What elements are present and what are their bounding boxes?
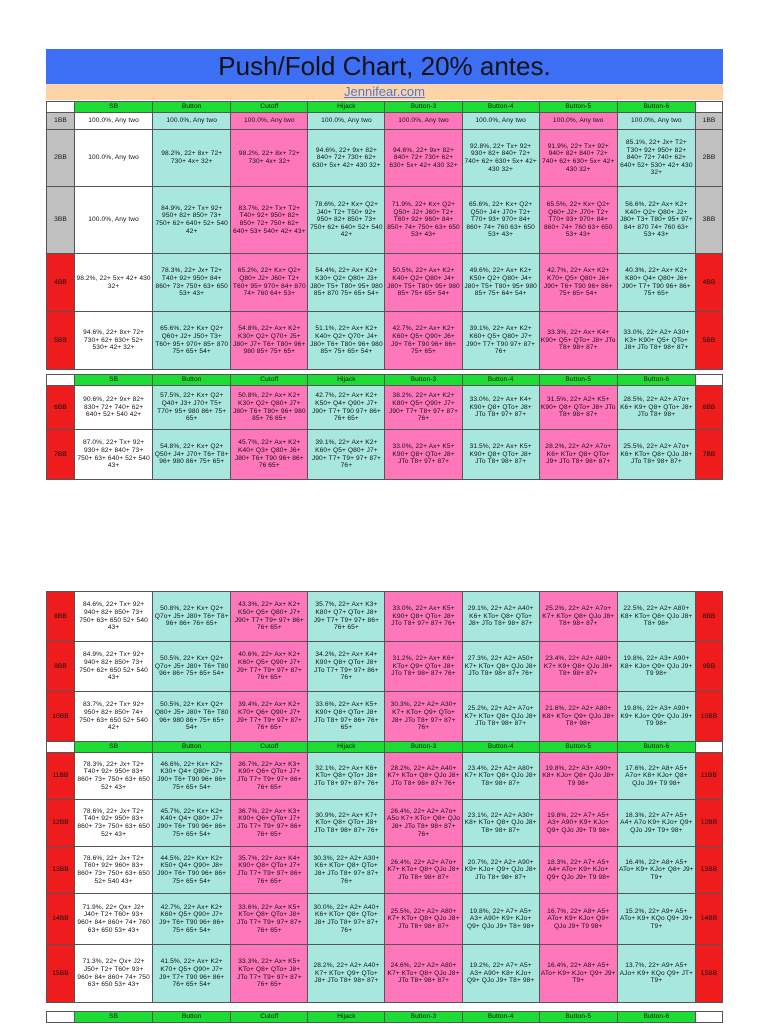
range-cell: 17.6%, 22+ A8+ A5+ A7o+ K8+ KJo+ Q8+ QJo J9+ T9 98+ [617,753,695,800]
stack-size-label: 13BB [695,847,722,894]
range-cell: 43.3%, 22+ Ax+ K2+ K50+ Q5+ Q80+ J7+ J90+ T7+ T9+ 97+ 86+ 76+ 65+ [231,592,308,642]
range-cell: 35.7%, 22+ Ax+ K3+ K80+ Q7+ QTo+ J8+ J9+ T7+ T9+ 97+ 86+ 76+ 65+ [308,592,385,642]
range-cell: 78.6%, 22+ Kx+ Q2+ J40+ T2+ T50+ 92+ 950+ 82+ 850+ 73+ 750+ 62+ 640+ 52+ 540 42+ [308,187,385,254]
range-cell: 24.6%, 22+ A2+ A80+ K7+ KTo+ Q8+ QJo J8+ JTo T8+ 98+ 87+ [385,945,462,1003]
stack-size-label: 7BB [47,430,75,480]
range-cell: 26.4%, 22+ A2+ A7o+ K7+ KTo+ Q8+ QJo J8+ JTo T8+ 98+ 87+ [385,847,462,894]
position-header: SB [75,102,153,113]
stack-size-label: 15BB [47,945,75,1003]
range-cell: 65.2%, 22+ Kx+ Q2+ Q80+ J2+ J60+ T2+ T60+ 95+ 970+ 84+ 870 74+ 760 64+ 53+ [231,254,308,312]
range-cell: 13.7%, 22+ A9+ A5+ AJo+ K9+ KQo Q9+ JT+ T9+ [617,945,695,1003]
stack-size-label: 13BB [47,847,75,894]
position-header: Button-3 [385,375,462,386]
chart-block [46,101,723,370]
chart-block [46,741,723,1003]
range-cell: 83.7%, 22+ Tx+ T2+ T40+ 92+ 950+ 82+ 850+ 72+ 750+ 62+ 640+ 53+ 540+ 42+ 43+ [231,187,308,254]
range-cell: 94.6%, 22+ 9x+ 82+ 840+ 72+ 730+ 62+ 630+ 5x+ 42+ 430 32+ [385,130,462,187]
range-cell: 40.6%, 22+ Ax+ K2+ K60+ Q5+ Q90+ J7+ J9+ T7+ T9+ 97+ 87+ 76+ 65+ [231,642,308,692]
range-cell: 83.7%, 22+ Tx+ 92+ 950+ 82+ 850+ 74+ 750+ 63+ 650 52+ 540 42+ [75,692,153,742]
range-cell: 100.0%, Any two [231,113,308,130]
range-cell: 35.7%, 22+ Ax+ K4+ K90+ Q8+ QTo+ J7+ JTo T7+ T9+ 97+ 86+ 76+ 65+ [231,847,308,894]
range-cell: 33.0%, 22+ A2+ A30+ K3+ K90+ Q5+ QTo+ J8+ JTo T8+ 98+ 87+ [617,312,695,370]
range-cell: 33.0%, 22+ Ax+ K5+ K90+ Q8+ QTo+ J8+ JTo T8+ 97+ 87+ [385,430,462,480]
range-cell: 78.6%, 22+ Jx+ T2+ T40+ 92+ 950+ 83+ 860+ 73+ 750+ 63+ 650 52+ 43+ [75,800,153,847]
range-cell: 78.6%, 22+ Jx+ T2+ T60+ 92+ 960+ 83+ 860+ 73+ 750+ 63+ 650 52+ 540 43+ [75,847,153,894]
range-cell: 50.5%, 22+ Ax+ K2+ K40+ Q2+ Q80+ J4+ J80+ T5+ T80+ 95+ 980 85+ 75+ 65+ 54+ [385,254,462,312]
position-header: Button-6 [617,375,695,386]
stack-size-label: 9BB [695,642,722,692]
range-cell: 98.2%, 22+ 8x+ 72+ 730+ 4x+ 32+ [231,130,308,187]
range-cell: 19.8%, 22+ A3+ A90+ K8+ KJo+ Q9+ QJo J9+ T9 98+ [617,642,695,692]
position-header: Button-5 [539,742,617,753]
stack-size-label: 12BB [47,800,75,847]
range-cell: 18.3%, 22+ A7+ A5+ A4+ A7o K9+ KJo+ Q9+ QJo J9+ T9+ 98+ [617,800,695,847]
range-cell: 65.5%, 22+ Kx+ Q2+ Q60+ J2+ J70+ T2+ T70+ 93+ 970+ 84+ 860+ 74+ 760 63+ 650 53+ 43+ [539,187,617,254]
range-cell: 57.5%, 22+ Kx+ Q2+ Q40+ J3+ J70+ T5+ T70+ 95+ 980 86+ 75+ 65+ [153,386,231,430]
range-cell: 33.0%, 22+ Ax+ K5+ K90+ Q8+ QTo+ J8+ JTo T8+ 97+ 87+ 76+ [385,592,462,642]
header-spacer [47,1012,75,1023]
range-cell: 90.6%, 22+ 9x+ 82+ 830+ 72+ 740+ 62+ 640+ 52+ 540 42+ [75,386,153,430]
stack-row [47,187,723,254]
range-cell: 30.3%, 22+ A2+ A30+ K6+ KTo+ Q8+ QTo+ J8+ JTo T8+ 97+ 87+ 76+ [308,847,385,894]
range-cell: 50.5%, 22+ Kx+ Q2+ Q80+ J5+ J80+ T6+ T80 96+ 980 86+ 75+ 65+ 54+ [153,692,231,742]
range-cell: 18.3%, 22+ A7+ A5+ A4+ ATo+ K9+ KJo+ Q9+ QJo J9+ T9 98+ [539,847,617,894]
range-cell: 91.9%, 22+ Tx+ 92+ 940+ 82+ 840+ 72+ 740+ 62+ 630+ 5x+ 42+ 430 32+ [539,130,617,187]
stack-row [47,692,723,742]
range-cell: 33.3%, 22+ Ax+ K5+ KTo+ Q8+ QTo+ J8+ JTo T7+ T9+ 97+ 87+ 76+ 65+ [231,945,308,1003]
position-header: Hijack [308,102,385,113]
stack-row [47,642,723,692]
position-header: SB [75,742,153,753]
range-cell: 42.7%, 22+ Ax+ K2+ K50+ Q4+ Q90+ J7+ J90+ T7+ T90 97+ 86+ 76+ 65+ [308,386,385,430]
range-cell: 39.1%, 22+ Ax+ K2+ K60+ Q5+ Q80+ J7+ J90+ T7+ T90 97+ 87+ 76+ [462,312,539,370]
header-spacer [47,102,75,113]
position-header: Button-4 [462,102,539,113]
range-cell: 19.8%, 22+ A3+ A90+ K9+ KJo+ Q9+ QJo J9+ T9 98+ [617,692,695,742]
stack-size-label: 4BB [47,254,75,312]
range-cell: 21.6%, 22+ A2+ A80+ K8+ KTo+ Q9+ QJo J8+ T8+ 98+ [539,692,617,742]
stack-size-label: 1BB [47,113,75,130]
position-header: Button [153,375,231,386]
position-header: Button-4 [462,742,539,753]
range-cell: 28.5%, 22+ A2+ A7o+ K6+ K9+ Q8+ QTo+ J8+ JTo T8+ 98+ [617,386,695,430]
position-header: Button [153,1012,231,1023]
stack-row [47,894,723,945]
position-header: Button-4 [462,1012,539,1023]
range-cell: 31.2%, 22+ Ax+ K6+ KTo+ Q9+ QTo+ J8+ JTo T8+ 98+ 87+ 76+ [385,642,462,692]
header-spacer [695,102,722,113]
range-cell: 51.1%, 22+ Ax+ K2+ K40+ Q2+ Q70+ J4+ J80+ T6+ T80+ 96+ 980 85+ 75+ 65+ 54+ [308,312,385,370]
position-header: Hijack [308,375,385,386]
range-cell: 84.9%, 22+ Tx+ 92+ 940+ 82+ 850+ 73+ 750+ 62+ 650 52+ 540 43+ [75,642,153,692]
range-cell: 32.1%, 22+ Ax+ K6+ KTo+ Q8+ QTo+ J8+ JTo T8+ 97+ 87+ 76+ [308,753,385,800]
stack-size-label: 6BB [47,386,75,430]
stack-size-label: 2BB [47,130,75,187]
range-cell: 100.0%, Any two [75,187,153,254]
stack-size-label: 10BB [695,692,722,742]
stack-size-label: 11BB [695,753,722,800]
stack-size-label: 11BB [47,753,75,800]
range-cell: 23.4%, 22+ A2+ A80+ K7+ K9+ Q8+ QJo J8+ T8+ 98+ 87+ [539,642,617,692]
range-cell: 25.5%, 22+ A2+ A7o+ K6+ KTo+ Q8+ QJo J8+ JTo T8+ 98+ 87+ [617,430,695,480]
range-cell: 30.3%, 22+ A2+ A30+ K7+ KTo+ Q9+ QTo+ J8+ JTo T8+ 97+ 87+ 76+ [385,692,462,742]
range-cell: 19.2%, 22+ A7+ A5+ A3+ A90+ K8+ KJo+ Q9+ QJo J9+ T8+ 98+ [462,945,539,1003]
range-cell: 36.7%, 22+ Ax+ K3+ K90+ Q6+ QTo+ J7+ JTo T7+ T9+ 97+ 86+ 76+ 65+ [231,800,308,847]
stack-row [47,386,723,430]
position-header: Hijack [308,742,385,753]
stack-size-label: 8BB [47,592,75,642]
range-cell: 78.3%, 22+ Jx+ T2+ T40+ 92+ 950+ 84+ 860+ 73+ 750+ 63+ 650 53+ 43+ [153,254,231,312]
range-cell: 33.3%, 22+ Ax+ K4+ K90+ Q5+ QTo+ J8+ JTo T8+ 98+ 87+ [539,312,617,370]
chart-block [46,374,723,480]
position-header: Button-6 [617,742,695,753]
range-cell: 41.5%, 22+ Ax+ K2+ K70+ Q5+ Q90+ J7+ J9+ T7+ T90 96+ 86+ 76+ 65+ 54+ [153,945,231,1003]
range-cell: 54.4%, 22+ Ax+ K2+ K30+ Q2+ Q80+ J3+ J80+ T5+ T80+ 95+ 980 85+ 870 75+ 65+ 54+ [308,254,385,312]
range-cell: 33.6%, 22+ Ax+ K5+ K90+ Q8+ QTo+ J8+ JTo T8+ 97+ 86+ 76+ 65+ [308,692,385,742]
range-cell: 28.2%, 22+ A2+ A7o+ K6+ KTo+ Q8+ QTo+ J9+ JTo T8+ 98+ 87+ [539,430,617,480]
range-cell: 45.7%, 22+ Ax+ K2+ K40+ Q3+ Q80+ J6+ J80+ T6+ T90 96+ 86+ 76 65+ [231,430,308,480]
range-cell: 28.2%, 22+ A2+ A40+ K7+ KTo+ Q8+ QJo J8+ JTo T8+ 98+ 87+ 76+ [385,753,462,800]
range-cell: 54.8%, 22+ Ax+ K2+ K30+ Q2+ Q70+ J5+ J80+ J7+ T6+ T80+ 96+ 980 85+ 75+ 65+ [231,312,308,370]
position-header: Button-6 [617,102,695,113]
header-spacer [695,375,722,386]
range-cell: 39.1%, 22+ Ax+ K2+ K60+ Q5+ Q80+ J7+ J90+ T7+ T9+ 97+ 87+ 76+ [308,430,385,480]
stack-size-label: 15BB [695,945,722,1003]
range-cell: 36.7%, 22+ Ax+ K3+ K90+ Q6+ QTo+ J7+ JTo T7+ T9+ 97+ 86+ 76+ 65+ [231,753,308,800]
range-cell: 78.3%, 22+ Jx+ T2+ T40+ 92+ 950+ 83+ 860+ 73+ 750+ 63+ 650 52+ 43+ [75,753,153,800]
range-cell: 23.1%, 22+ A2+ A30+ K8+ KTo+ Q8+ QJo J8+ T8+ 98+ 87+ [462,800,539,847]
position-header: Button [153,102,231,113]
range-cell: 16.7%, 22+ A8+ A5+ ATo+ K9+ KJo+ Q9+ QJo J9+ T9 98+ [539,894,617,945]
range-cell: 56.6%, 22+ Ax+ K2+ K40+ Q2+ Q80+ J2+ J80+ T3+ T80+ 95+ 97+ 84+ 870 74+ 760 63+ 53+ 43+ [617,187,695,254]
stack-row [47,130,723,187]
range-cell: 50.8%, 22+ Ax+ K2+ K30+ Q2+ Q80+ J7+ J80+ T6+ T80+ 96+ 980 85+ 76 65+ [231,386,308,430]
range-cell: 16.4%, 22+ A8+ A5+ ATo+ K9+ KJo+ Q8+ J9+ T9+ [617,847,695,894]
header-spacer [47,742,75,753]
range-cell: 42.7%, 22+ Ax+ K2+ K60+ Q5+ Q90+ J7+ J9+ T6+ T90 96+ 86+ 75+ 65+ 54+ [153,894,231,945]
stack-row [47,945,723,1003]
range-cell: 39.4%, 22+ Ax+ K2+ K70+ Q6+ Q90+ J7+ J9+ T7+ T9+ 97+ 87+ 76+ 65+ [231,692,308,742]
range-cell: 100.0%, Any two [75,113,153,130]
range-cell: 31.5%, 22+ Ax+ K5+ K90+ Q8+ QTo+ J8+ JTo T8+ 98+ 87+ [462,430,539,480]
stack-size-label: 8BB [695,592,722,642]
range-cell: 98.2%, 22+ 5x+ 42+ 430 32+ [75,254,153,312]
range-cell: 84.9%, 22+ Tx+ 92+ 950+ 82+ 850+ 73+ 750+ 62+ 640+ 52+ 540 42+ [153,187,231,254]
range-cell: 30.9%, 22+ Ax+ K7+ KTo+ Q8+ QTo+ J8+ JTo T8+ 98+ 87+ 76+ [308,800,385,847]
position-header: Button-4 [462,375,539,386]
position-header: Button-3 [385,102,462,113]
range-cell: 44.5%, 22+ Kx+ K2+ K50+ Q4+ Q90+ J8+ J90+ T6+ T90 96+ 86+ 75+ 65+ 54+ [153,847,231,894]
range-cell: 65.6%, 22+ Kx+ Q2+ Q60+ J2+ J50+ T3+ T60+ 95+ 970+ 85+ 870 75+ 65+ 54+ [153,312,231,370]
range-cell: 50.5%, 22+ Kx+ Q2+ Q7o+ J5+ J80+ T6+ T80 96+ 86+ 75+ 65+ 54+ [153,642,231,692]
range-cell: 16.4%, 22+ A8+ A5+ ATo+ K9+ KJo+ Q9+ J9+ T9+ [539,945,617,1003]
header-spacer [47,375,75,386]
stack-row [47,847,723,894]
range-cell: 31.5%, 22+ A2+ K5+ K90+ Q8+ QTo+ J8+ JTo T8+ 98+ 87+ [539,386,617,430]
stack-size-label: 10BB [47,692,75,742]
header-spacer [695,1012,722,1023]
range-cell: 20.7%, 22+ A2+ A90+ K9+ KJo+ Q9+ QJo J8+ JTo T8+ 98+ 87+ [462,847,539,894]
range-cell: 29.1%, 22+ A2+ A40+ K6+ KTo+ Q8+ QTo+ J8+ JTo T8+ 98+ 87+ [462,592,539,642]
stack-row [47,800,723,847]
stack-size-label: 7BB [695,430,722,480]
range-cell: 100.0%, Any two [385,113,462,130]
range-cell: 84.6%, 22+ Tx+ 92+ 940+ 82+ 850+ 73+ 750+ 63+ 650 52+ 540 43+ [75,592,153,642]
range-cell: 100.0%, Any two [308,113,385,130]
position-header-row [47,375,723,386]
range-cell: 94.6%, 22+ 9x+ 82+ 840+ 72+ 730+ 62+ 630+ 5x+ 42+ 430 32+ [308,130,385,187]
stack-row [47,753,723,800]
range-cell: 87.0%, 22+ Tx+ 92+ 930+ 82+ 840+ 73+ 750+ 63+ 640+ 52+ 540 43+ [75,430,153,480]
stack-size-label: 5BB [47,312,75,370]
stack-row [47,113,723,130]
stack-row [47,430,723,480]
chart-block [46,591,723,742]
range-cell: 22.5%, 22+ A2+ A80+ K8+ KTo+ Q8+ QJo J8+ T8+ 98+ [617,592,695,642]
stack-row [47,254,723,312]
position-header: Button [153,742,231,753]
range-cell: 33.0%, 22+ Ax+ K4+ K90+ Q8+ QTo+ J8+ JTo T8+ 97+ 87+ [462,386,539,430]
source-link[interactable]: Jennifear.com [46,84,723,100]
position-header: Hijack [308,1012,385,1023]
range-cell: 40.3%, 22+ Ax+ K2+ K80+ Q4+ Q80+ J6+ J90+ T7+ T90 96+ 86+ 75+ 65+ [617,254,695,312]
position-header: Button-3 [385,742,462,753]
range-cell: 98.2%, 22+ 8x+ 72+ 730+ 4x+ 32+ [153,130,231,187]
range-cell: 100.0%, Any two [153,113,231,130]
stack-size-label: 12BB [695,800,722,847]
position-header: Button-5 [539,102,617,113]
stack-size-label: 2BB [695,130,722,187]
range-cell: 92.8%, 22+ Tx+ 92+ 930+ 82+ 840+ 72+ 740+ 62+ 630+ 5x+ 42+ 430 32+ [462,130,539,187]
stack-size-label: 14BB [47,894,75,945]
range-cell: 49.6%, 22+ Ax+ K2+ K50+ Q2+ Q80+ J4+ J80+ T5+ T80+ 95+ 980 85+ 75+ 64+ 54+ [462,254,539,312]
stack-size-label: 1BB [695,113,722,130]
position-header: Cutoff [231,102,308,113]
range-cell: 100.0%, Any two [617,113,695,130]
range-cell: 28.2%, 22+ A2+ A40+ K7+ KTo+ Q9+ QTo+ J8+ JTo T8+ 98+ 87+ [308,945,385,1003]
position-header: Cutoff [231,375,308,386]
range-cell: 23.4%, 22+ A2+ A80+ K7+ KTo+ Q8+ QJo J8+ T8+ 98+ 87+ [462,753,539,800]
range-cell: 19.8%, 22+ A7+ A5+ A3+ A90+ K9+ KJo+ Q9+ QJo J9+ T8+ 98+ [462,894,539,945]
range-cell: 38.2%, 22+ Ax+ K2+ K80+ Q5+ Q90+ J7+ J90+ T7+ T8+ 97+ 87+ 76+ [385,386,462,430]
position-header: Cutoff [231,742,308,753]
stack-size-label: 3BB [695,187,722,254]
range-cell: 15.2%, 22+ A9+ A5+ ATo+ K9+ KQo Q9+ J9+ T9+ [617,894,695,945]
position-header-row [47,742,723,753]
position-header-row [47,1012,723,1023]
range-cell: 19.8%, 22+ A7+ A5+ A3+ A90+ K9+ KJo+ Q9+ QJo J9+ T9 98+ [539,800,617,847]
range-cell: 65.6%, 22+ Kx+ Q2+ Q50+ J4+ J70+ T2+ T70+ 93+ 970+ 84+ 860+ 74+ 760 63+ 650 53+ 43+ [462,187,539,254]
range-cell: 71.9%, 22+ Kx+ Q2+ Q50+ J2+ J60+ T2+ T60+ 92+ 960+ 84+ 850+ 74+ 750+ 63+ 650 53+ 43+ [385,187,462,254]
range-cell: 100.0%, Any two [462,113,539,130]
stack-size-label: 4BB [695,254,722,312]
position-header: SB [75,375,153,386]
stack-size-label: 14BB [695,894,722,945]
stack-size-label: 3BB [47,187,75,254]
position-header-row [47,102,723,113]
range-cell: 100.0%, Any two [75,130,153,187]
range-cell: 25.2%, 22+ A2+ A7o+ K7+ KTo+ Q8+ QJo J8+ JTo T8+ 98+ 87+ [462,692,539,742]
position-header: Button-6 [617,1012,695,1023]
range-cell: 71.9%, 22+ Qx+ J2+ J40+ T2+ T60+ 93+ 960+ 84+ 860+ 74+ 760 63+ 650 53+ 43+ [75,894,153,945]
range-cell: 54.8%, 22+ Kx+ Q2+ Q50+ J4+ J70+ T6+ T8+ 96+ 980 86+ 75+ 65+ [153,430,231,480]
range-cell: 42.7%, 22+ Ax+ K2+ K60+ Q5+ Q90+ J6+ J9+ T6+ T90 96+ 86+ 75+ 65+ [385,312,462,370]
range-cell: 27.3%, 22+ A2+ A50+ K7+ KTo+ Q8+ QJo J8+ JTo T8+ 98+ 87+ 76+ [462,642,539,692]
range-cell: 45.7%, 22+ Kx+ K2+ K40+ Q4+ Q80+ J7+ J90+ T6+ T90 96+ 86+ 75+ 65+ 54+ [153,800,231,847]
stack-size-label: 5BB [695,312,722,370]
range-cell: 19.8%, 22+ A3+ A90+ K8+ KJo+ Q8+ QJo J8+ T9 98+ [539,753,617,800]
range-cell: 25.2%, 22+ A2+ A7o+ K7+ KTo+ Q8+ QJo J8+ T8+ 98+ 87+ [539,592,617,642]
stack-size-label: 9BB [47,642,75,692]
position-header: SB [75,1012,153,1023]
range-cell: 94.6%, 22+ 8x+ 72+ 730+ 62+ 630+ 52+ 530+ 42+ 32+ [75,312,153,370]
page-title: Push/Fold Chart, 20% antes. [46,49,723,84]
range-cell: 25.5%, 22+ A2+ A80+ K7+ KTo+ Q8+ QJo J8+ JTo T8+ 98+ 87+ [385,894,462,945]
position-header: Cutoff [231,1012,308,1023]
chart-block [46,1011,723,1023]
range-cell: 42.7%, 22+ Ax+ K2+ K70+ Q5+ Q80+ J6+ J90+ T6+ T90 96+ 86+ 75+ 65+ 54+ [539,254,617,312]
range-cell: 46.6%, 22+ Kx+ K2+ K30+ Q4+ Q80+ J7+ J90+ T6+ T90 96+ 86+ 75+ 65+ 54+ [153,753,231,800]
range-cell: 100.0%, Any two [539,113,617,130]
range-cell: 26.4%, 22+ A2+ A7o+ A5o K7+ KTo+ Q8+ QJo J8+ JTo T8+ 98+ 87+ 76+ [385,800,462,847]
range-cell: 30.0%, 22+ A2+ A40+ K6+ KTo+ Q8+ QTo+ J8+ JTo T8+ 97+ 87+ 76+ [308,894,385,945]
stack-row [47,592,723,642]
stack-row [47,312,723,370]
position-header: Button-3 [385,1012,462,1023]
header-spacer [695,742,722,753]
stack-size-label: 6BB [695,386,722,430]
range-cell: 71.3%, 22+ Qx+ J2+ J50+ T2+ T60+ 93+ 960+ 84+ 860+ 74+ 750 63+ 650 53+ 43+ [75,945,153,1003]
range-cell: 34.2%, 22+ Ax+ K4+ K90+ Q8+ QTo+ J8+ JTo T7+ T9+ 97+ 86+ 76+ [308,642,385,692]
range-cell: 50.8%, 22+ Kx+ Q2+ Q7o+ J5+ J80+ T6+ T8+ 96+ 86+ 76+ 65+ [153,592,231,642]
position-header: Button-5 [539,1012,617,1023]
range-cell: 85.1%, 22+ Jx+ T2+ T30+ 92+ 950+ 82+ 840+ 72+ 740+ 62+ 640+ 52+ 530+ 42+ 430 32+ [617,130,695,187]
position-header: Button-5 [539,375,617,386]
range-cell: 33.6%, 22+ Ax+ K5+ KTo+ Q8+ QTo+ J8+ JTo T7+ T9+ 97+ 87+ 76+ 65+ [231,894,308,945]
